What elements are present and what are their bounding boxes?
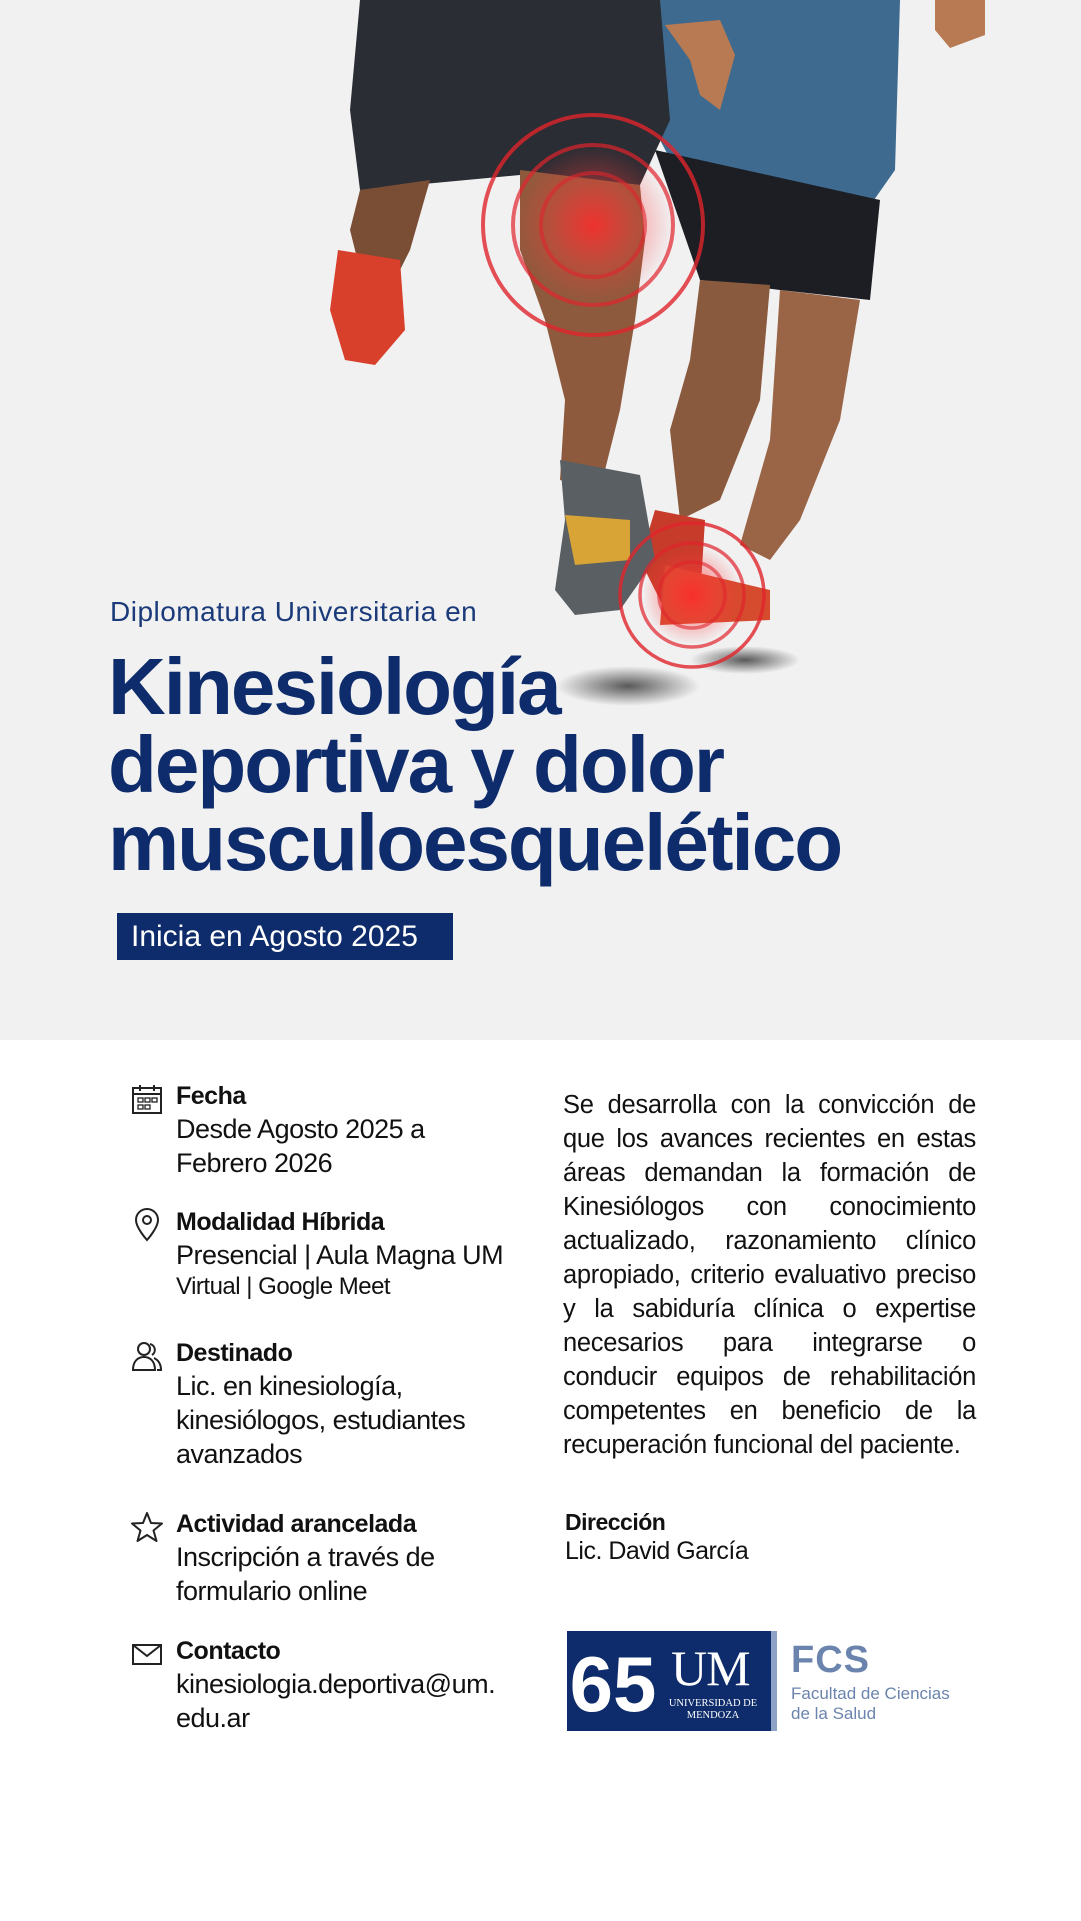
um-name: UNIVERSIDAD DE MENDOZA xyxy=(668,1698,758,1721)
director-name: Lic. David García xyxy=(565,1537,749,1565)
destinado-line-1: Lic. en kinesiología, xyxy=(176,1371,403,1401)
actividad-line-1: Inscripción a través de xyxy=(176,1542,435,1572)
envelope-icon xyxy=(130,1637,164,1671)
actividad-label: Actividad arancelada xyxy=(176,1510,417,1538)
modalidad-presencial: Presencial | Aula Magna UM xyxy=(176,1240,504,1270)
program-description: Se desarrolla con la convicción de que los avances recientes en estas áreas demandan la formación de Kinesiólogos con conocimiento actualizado, razonamiento clínico apropiado, criterio evaluativo preciso y la sabiduría clínica o expertise necesarios para integrarse o conducir equipos de rehabilitación competentes en beneficio de la recuperación funcional del paciente. xyxy=(563,1091,976,1459)
direction-block xyxy=(565,1508,865,1566)
um-letters: UM xyxy=(671,1640,750,1696)
location-pin-icon xyxy=(130,1208,164,1242)
destinado-line-2: kinesiólogos, estudiantes xyxy=(176,1405,466,1435)
program-title-line-3: musculoesquelético xyxy=(108,798,842,887)
destinado-label: Destinado xyxy=(176,1339,293,1367)
destinado-line-3: avanzados xyxy=(176,1439,303,1469)
program-title-line-2: deportiva y dolor xyxy=(108,720,723,809)
calendar-icon xyxy=(130,1082,164,1116)
fecha-line-1: Desde Agosto 2025 a xyxy=(176,1114,425,1144)
fcs-name-line-2: de la Salud xyxy=(791,1704,877,1723)
svg-text:65: 65 xyxy=(569,1640,657,1728)
contact-email-line-2[interactable]: edu.ar xyxy=(176,1703,250,1733)
fecha-line-2: Febrero 2026 xyxy=(176,1148,333,1178)
anniversary-65-logo xyxy=(567,1631,657,1731)
program-subtitle: Diplomatura Universitaria en xyxy=(110,596,478,627)
modalidad-label: Modalidad Híbrida xyxy=(176,1208,385,1236)
program-title-line-1: Kinesiología xyxy=(108,642,560,731)
star-icon xyxy=(130,1510,164,1544)
direction-label: Dirección xyxy=(565,1509,666,1535)
um-logo xyxy=(567,1631,771,1731)
fcs-abbreviation: FCS xyxy=(791,1639,870,1681)
program-title xyxy=(108,642,928,887)
fcs-logo xyxy=(791,1640,991,1724)
contacto-label: Contacto xyxy=(176,1637,281,1665)
actividad-line-2: formulario online xyxy=(176,1576,368,1606)
contact-email-line-1[interactable]: kinesiologia.deportiva@um. xyxy=(176,1669,496,1699)
modalidad-virtual: Virtual | Google Meet xyxy=(176,1273,391,1300)
fecha-label: Fecha xyxy=(176,1082,246,1110)
users-icon xyxy=(130,1339,164,1373)
logo-divider xyxy=(771,1631,777,1731)
start-date-badge: Inicia en Agosto 2025 xyxy=(117,913,453,960)
fcs-name-line-1: Facultad de Ciencias xyxy=(791,1684,950,1703)
